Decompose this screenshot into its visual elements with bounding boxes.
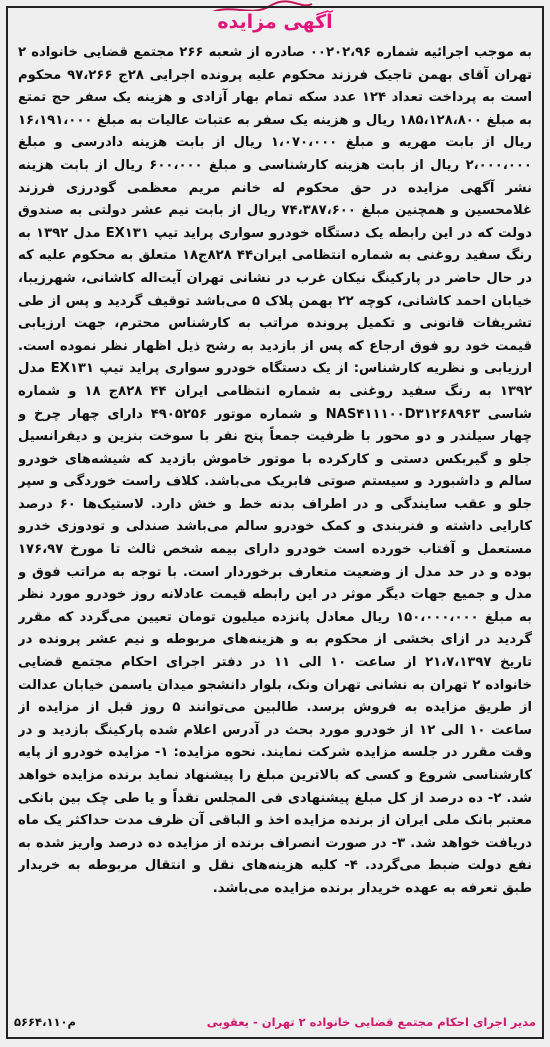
notice-title: آگهی مزایده	[203, 11, 346, 33]
notice-footer	[14, 1011, 536, 1033]
notice-body-text: به موجب اجرائیه شماره ۰۰۲۰۲،۹۶ صادره از شعبه ۲۶۶ مجتمع قضایی خانواده ۲ تهران آقای بهمن تاجیک فرزند محکوم علیه پرونده اجرایی ۲۸ج ۹۷،۲۶۶ محکوم است به پرداخت تعداد ۱۲۴ عدد سکه تمام بهار آزادی و هزینه یک سفر حج تمتع به مبلغ ۱۸۵،۱۲۸،۸۰۰ ریال و هزینه یک سفر به عتبات عالیات به مبلغ ۱۶،۱۹۱،۰۰۰ ریال از بابت مهریه و مبلغ ۱،۰۷۰،۰۰۰ ریال از بابت هزینه دادرسی و مبلغ ۲،۰۰۰،۰۰۰ ریال از بابت هزینه کارشناسی و مبلغ ۶۰۰،۰۰۰ ریال از بابت هزینه نشر آگهی مزایده در حق محکوم له خانم مریم معظمی گودرزی فرزند غلامحسین و همچنین مبلغ ۷۴،۳۸۷،۶۰۰ ریال از بابت نیم عشر دولتی به صندوق دولت که در این رابطه یک دستگاه خودرو سواری پراید تیپ EX۱۳۱ مدل ۱۳۹۲ به رنگ سفید روغنی به شماره انتظامی ایران۴۴ ۸۲۸ج۱۸ متعلق به محکوم علیه که در حال حاضر در پارکینگ نیکان غرب در نشانی تهران آیت‌اله کاشانی، شهرزیبا، خیابان احمد کاشانی، کوچه ۲۲ بهمن پلاک ۵ می‌باشد توقیف گردید و پس از طی تشریفات قانونی و تکمیل پرونده مراتب به کارشناس محترم، جهت ارزیابی قیمت خود رو فوق ارجاع که پس از بازدید به رشح ذیل اظهار نظر نموده است. ارزیابی و نظریه کارشناس: از یک دستگاه خودرو سواری پراید تیپ EX۱۳۱ مدل ۱۳۹۲ به رنگ سفید روغنی به شماره انتظامی ایران ۴۴ ۸۲۸ج ۱۸ و شماره شاسی NAS۴۱۱۱۰۰D۳۱۲۶۸۹۶۳ و شماره موتور ۴۹۰۵۲۵۶ دارای چهار چرخ و چهار سیلندر و دو محور با ظرفیت جمعاً پنج نفر با سوخت بنزین و دیفرانسیل جلو و گیربکس دستی و کارکرده با موتور خاموش بازدید که شیشه‌های خودرو سالم و داشبورد و سیستم صوتی فابریک می‌باشد. کلاف راست خوردگی و سپر جلو و عقب سایندگی و در اطراف بدنه خط و خش دارد. لاستیک‌ها ۶۰ درصد کارایی داشته و فنربندی و کمک خودرو سالم می‌باشد صندلی و تودوزی خدرو مستعمل و آفتاب خورده است خودرو دارای بیمه شخص ثالث تا مورخ ۱۷۶،۹۷ بوده و در حد مدل از وضعیت متعارف برخوردار است. با توجه به مراتب فوق و مدل و جمیع جهات دیگر موثر در این رابطه قیمت عادلانه روز خودرو مورد نظر به مبلغ ۱۵۰،۰۰۰،۰۰۰ ریال معادل پانزده میلیون تومان تعیین می‌گردد که مقرر گردید در ازای بخشی از محکوم به و هزینه‌های مربوطه و نیم عشر پرونده در تاریخ ۲۱،۷،۱۳۹۷ از ساعت ۱۰ الی ۱۱ در دفتر اجرای احکام مجتمع قضایی خانواده ۲ تهران به نشانی تهران ونک، بلوار دانشجو میدان یاسمن خیابان عدالت از طریق مزایده به فروش برسد. طالبین می‌توانند ۵ روز قبل از مزایده از ساعت ۱۰ الی ۱۲ از خودرو مورد بحث در آدرس اعلام شده پارکینگ بازدید و در وقت مقرر در جلسه مزایده شرکت نمایند. نحوه مزایده: ۱- مزایده خودرو از پایه کارشناسی شروع و کسی که بالاترین مبلغ را پیشنهاد نماید برنده مزایده خواهد شد. ۲- ده درصد از کل مبلغ پیشنهادی فی المجلس نقداً و یا طی چک بین بانکی معتبر بانک ملی ایران از برنده مزایده اخذ و الباقی آن ظرف مدت حداکثر یک ماه دریافت خواهد شد. ۳- در صورت انصراف برنده از مزایده ده درصد واریز شده به نفع دولت ضبط می‌گردد. ۴- کلیه هزینه‌های نقل و انتقال مربوطه به خریدار طبق تعرفه به عهده خریدار برنده مزایده می‌باشد.	[18, 45, 532, 896]
title-bar	[0, 8, 550, 36]
signature-line: مدیر اجرای احکام مجتمع قضایی خانواده ۲ تهران - یعقوبی	[206, 1015, 536, 1029]
reference-number: ۵۶۶۴،۱۱۰م	[14, 1015, 76, 1029]
notice-body	[18, 42, 532, 1006]
